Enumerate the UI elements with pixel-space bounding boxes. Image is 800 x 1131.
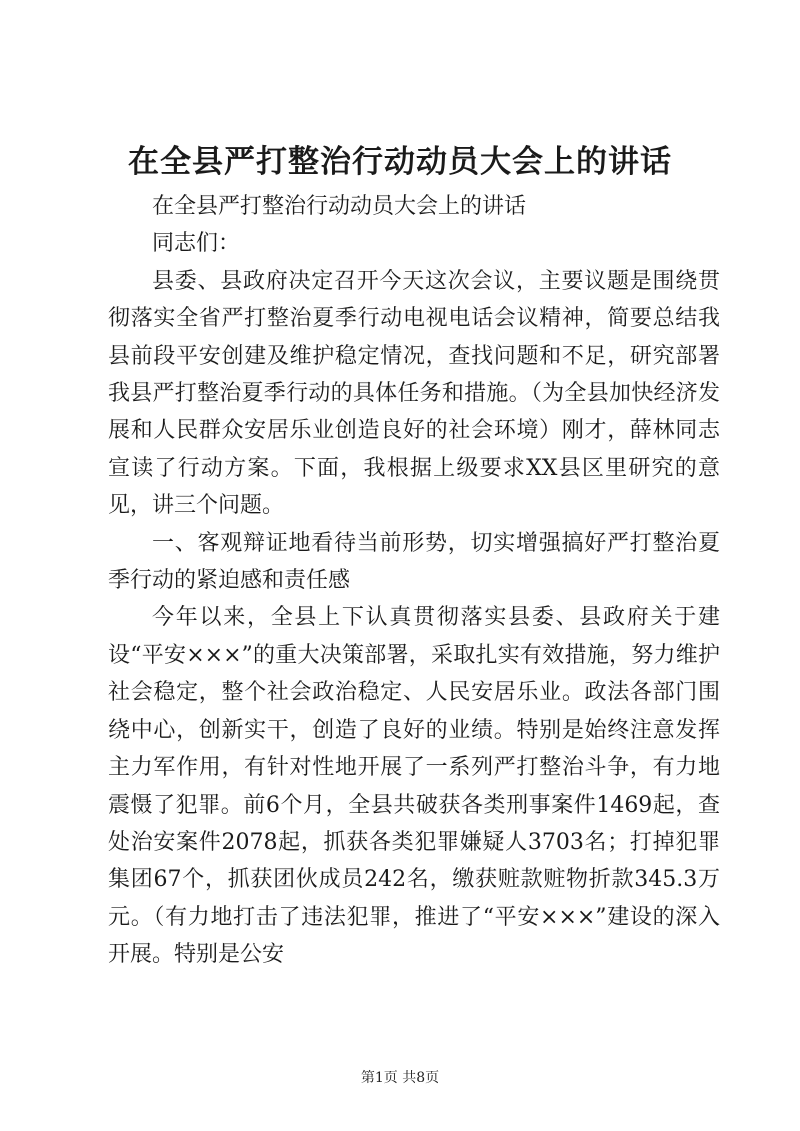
intro-paragraph: 县委、县政府决定召开今天这次会议，主要议题是围绕贯彻落实全省严打整治夏季行动电视电话会议精神，简要总结我县前段平安创建及维护稳定情况，查找问题和不足，研究部署我县严打整治夏季行动的具体任务和措施。（为全县加快经济发展和人民群众安居乐业创造良好的社会环境）刚才，薛林同志宣读了行动方案。下面，我根据上级要求XX县区里研究的意见，讲三个问题。 [108, 268, 720, 519]
subtitle-paragraph: 在全县严打整治行动动员大会上的讲话 [152, 194, 527, 219]
body-paragraph: 今年以来，全县上下认真贯彻落实县委、县政府关于建设“平安×××”的重大决策部署，采取扎实有效措施，努力维护社会稳定，整个社会政治稳定、人民安居乐业。政法各部门围绕中心，创新实干，创造了良好的业绩。特别是始终注意发挥主力军作用，有针对性地开展了一系列严打整治斗争，有力地震慑了犯罪。前6个月，全县共破获各类刑事案件1469起，查处治安案件2078起，抓获各类犯罪嫌疑人3703名；打掉犯罪集团67个，抓获团伙成员242名，缴获赃款赃物折款345.3万元。（有力地打击了违法犯罪，推进了“平安×××”建设的深入开展。特别是公安 [108, 605, 720, 968]
document-body [108, 188, 720, 974]
page-footer: 第1页 共8页 [360, 1070, 440, 1086]
section-heading-paragraph: 一、客观辩证地看待当前形势，切实增强搞好严打整治夏季行动的紧迫感和责任感 [108, 530, 720, 594]
salutation-paragraph: 同志们： [152, 231, 241, 257]
document-title: 在全县严打整治行动动员大会上的讲话 [128, 144, 672, 180]
